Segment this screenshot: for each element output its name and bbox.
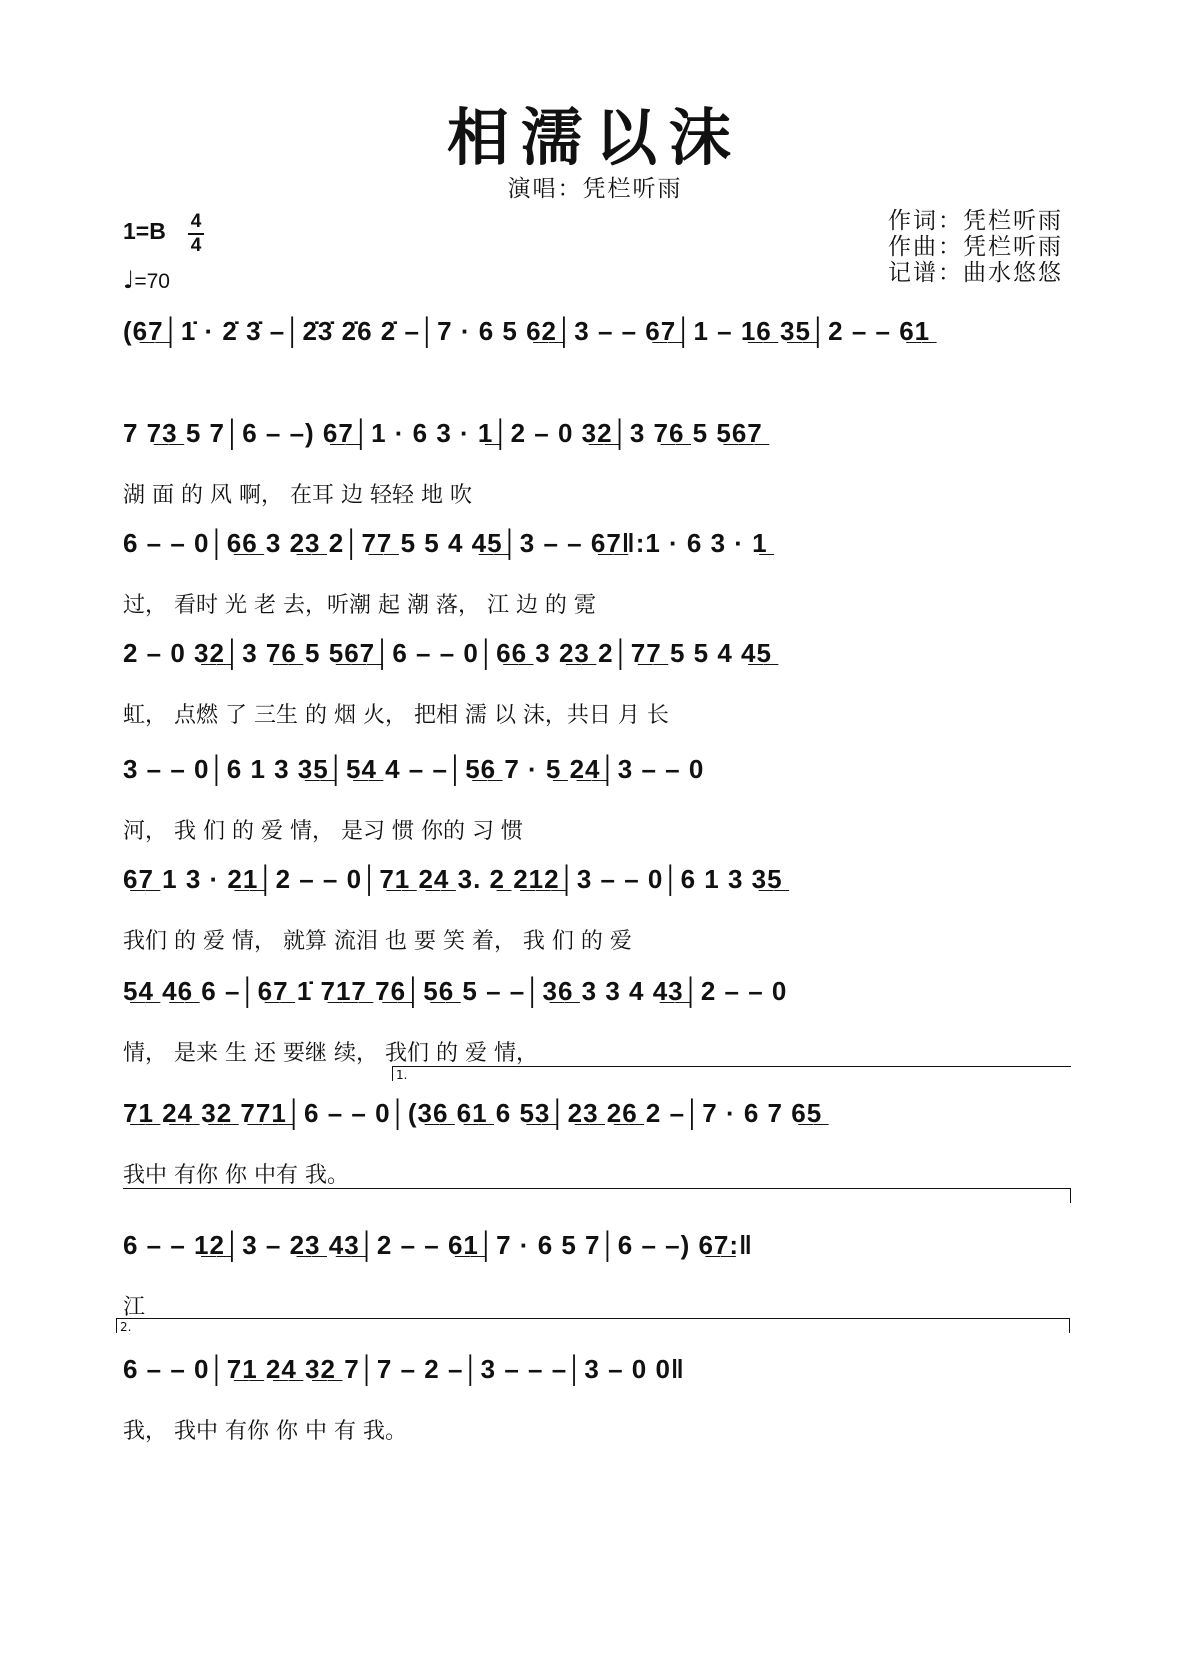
notation-line: 3 – – 0│6 1 3 3̲5̲│5̲4̲ 4 – –│5̲6̲ 7 · 5̲ 2̲4̲│3 – – 0 xyxy=(123,754,705,784)
tempo-marking xyxy=(123,266,170,294)
volta-label-2: 2. xyxy=(120,1320,132,1334)
notation-line: 6 – – 0│6̲6̲ 3 2̲3̲ 2│7̲7̲ 5 5 4 4̲5̲│3 – – 6̲7̲‖:1 · 6 3 · 1̲ xyxy=(123,528,768,558)
lyrics-line: 过， 看时 光 老 去，听潮 起 潮 落， 江 边 的 霓 xyxy=(123,593,596,618)
volta-bracket-1-continued xyxy=(123,1188,1071,1203)
lyrics-line: 我们 的 爱 情， 就算 流泪 也 要 笑 着， 我 们 的 爱 xyxy=(123,929,632,954)
transcriber-credit: 记谱：曲水悠悠 xyxy=(888,260,1063,286)
composer-credit: 作曲：凭栏听雨 xyxy=(888,234,1063,260)
time-signature xyxy=(188,212,204,256)
volta-bracket-2 xyxy=(116,1318,1070,1333)
lyrics-line: 我， 我中 有你 你 中 有 我。 xyxy=(123,1419,407,1444)
volta-bracket-1 xyxy=(392,1066,1071,1081)
meter-top: 4 xyxy=(190,211,202,232)
tempo-value: =70 xyxy=(134,270,170,293)
volta-label-1: 1. xyxy=(396,1068,408,1082)
lyrics-line: 情， 是来 生 还 要继 续， 我们 的 爱 情， xyxy=(123,1041,538,1066)
lyrics-line: 虹， 点燃 了 三生 的 烟 火， 把相 濡 以 沫，共日 月 长 xyxy=(123,703,669,728)
meter-bottom: 4 xyxy=(190,235,202,256)
quarter-note-icon: ♩ xyxy=(123,266,135,294)
lyrics-line xyxy=(123,376,1073,408)
notation-line: (6̲7̲│1̇ · 2̇ 3̇ –│2̇3̇ 2̇6 2̇ –│7 · 6 5 6̲2̲│3 – – 6̲7̲│1 – 1̲6̲ 3̲5̲│2 – – 6̲1̲ xyxy=(123,316,931,346)
lyrics-line: 我中 有你 你 中有 我。 xyxy=(123,1163,349,1188)
lyrics-line: 江 xyxy=(123,1295,146,1320)
lyricist-credit: 作词：凭栏听雨 xyxy=(888,208,1063,234)
lyrics-line: 湖 面 的 风 啊， 在耳 边 轻轻 地 吹 xyxy=(123,483,472,508)
notation-line: 6 – – 1̲2̲│3 – 2̲3̲ 4̲3̲│2 – – 6̲1̲│7 · 6 5 7│6 – –) 6̲7̲:‖ xyxy=(123,1230,753,1260)
notation-line: 7 7̲3̲ 5 7│6 – –) 6̲7̲│1 · 6 3 · 1̲│2 – 0 3̲2̲│3 7̲6̲ 5 5̲6̲7̲ xyxy=(123,418,763,448)
song-title: 相濡以沫 xyxy=(446,101,743,174)
notation-line: 5̲4̲ 4̲6̲ 6 –│6̲7̲ 1̇ 7̲1̲7̲ 7̲6̲│5̲6̲ 5 – –│3̲6̲ 3 3 4 4̲3̲│2 – – 0 xyxy=(123,976,788,1006)
lyrics-line: 河， 我 们 的 爱 情， 是习 惯 你的 习 惯 xyxy=(123,819,523,844)
notation-line: 6 – – 0│7̲1̲ 2̲4̲ 3̲2̲ 7│7 – 2 –│3 – – –│3 – 0 0‖ xyxy=(123,1354,685,1384)
notation-line: 6̲7̲ 1 3 · 2̲1̲│2 – – 0│7̲1̲ 2̲4̲ 3. 2̲ 2̲1̲2̲│3 – – 0│6 1 3 3̲5̲ xyxy=(123,864,783,894)
notation-line: 2 – 0 3̲2̲│3 7̲6̲ 5 5̲6̲7̲│6 – – 0│6̲6̲ 3 2̲3̲ 2│7̲7̲ 5 5 4 4̲5̲ xyxy=(123,638,772,668)
notation-line: 7̲1̲ 2̲4̲ 3̲2̲ 7̲7̲1̲│6 – – 0│(3̲6̲ 6̲1̲ 6 5̲3̲│2̲3̲ 2̲6̲ 2 –│7 · 6 7 6̲5̲ xyxy=(123,1098,823,1128)
singer-credit: 演唱：凭栏听雨 xyxy=(507,176,683,202)
key-signature: 1=B xyxy=(123,218,166,244)
